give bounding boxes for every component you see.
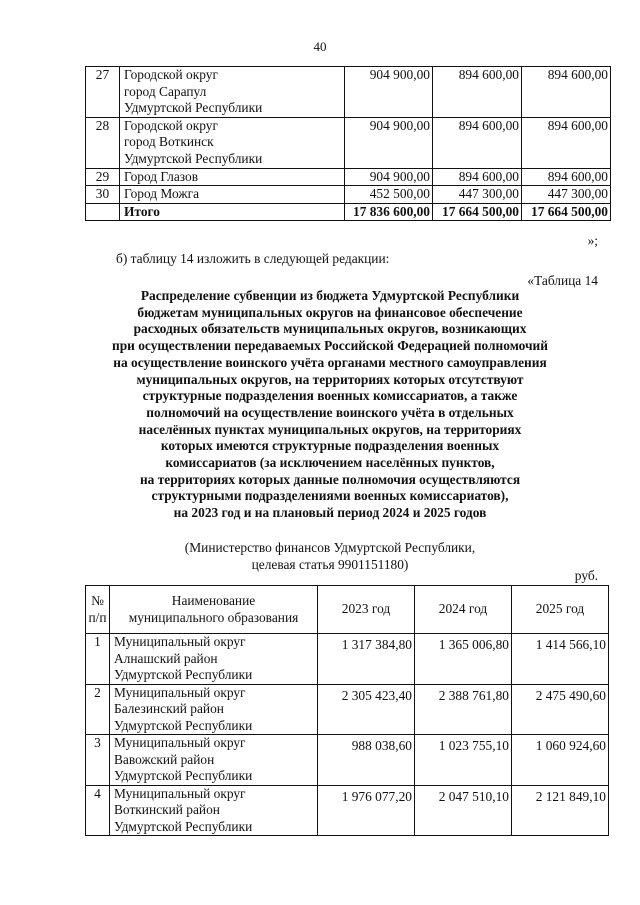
row-number: 4 (86, 785, 110, 836)
row-number: 1 (86, 634, 110, 685)
total-label: Итого (120, 203, 345, 221)
municipality-name: Муниципальный округ Воткинский район Удмуртской Республики (110, 785, 318, 836)
page-number: 40 (313, 39, 327, 54)
amount-2024: 894 600,00 (433, 117, 522, 168)
amount-2023: 452 500,00 (345, 186, 433, 204)
amount-2025: 447 300,00 (522, 186, 611, 204)
amount-2024: 1 023 755,10 (415, 735, 512, 786)
table-title: Распределение субвенции из бюджета Удмуртской Республики бюджетам муниципальных округов на финансовое обеспечение расходных обязательств муниципальных округов, возникающих при осуществлении передаваемых Российской Федерацией полномочий на осуществление воинского учёта органами местного самоуправления муниципальных округов, на территориях которых отсутствуют структурные подразделения военных комиссариатов, а также полномочий на осуществление воинского учёта в отдельных населённых пунктах муниципальных округов, на территориях которых имеются структурные подразделения военных комиссариатов (за исключением населённых пунктов, на территориях которых данные полномочия осуществляются структурными подразделениями военных комиссариатов), на 2023 год и на плановый период 2024 и 2025 годов (112, 288, 548, 521)
table-row (86, 186, 611, 204)
amount-2023: 904 900,00 (345, 168, 433, 186)
row-number: 27 (86, 67, 120, 118)
municipality-name: Муниципальный округ Алнашский район Удмуртской Республики (110, 634, 318, 685)
municipality-name: Городской округ город Воткинск Удмуртской Республики (120, 117, 345, 168)
total-2024: 17 664 500,00 (433, 203, 522, 221)
table-row (86, 785, 609, 836)
row-number: 29 (86, 168, 120, 186)
header-2023: 2023 год (318, 586, 415, 634)
table-row (86, 735, 609, 786)
municipality-name: Город Можга (120, 186, 345, 204)
header-number: № п/п (86, 586, 110, 634)
amount-2023: 2 305 423,40 (318, 684, 415, 735)
closing-quote: »; (587, 233, 598, 248)
table-row (86, 117, 611, 168)
header-municipality: Наименование муниципального образования (110, 586, 318, 634)
total-row (86, 203, 611, 221)
amount-2024: 894 600,00 (433, 168, 522, 186)
header-2025: 2025 год (512, 586, 609, 634)
row-number: 3 (86, 735, 110, 786)
header-2024: 2024 год (415, 586, 512, 634)
row-number: 2 (86, 684, 110, 735)
municipality-name: Городской округ город Сарапул Удмуртской Республики (120, 67, 345, 118)
amount-2023: 904 900,00 (345, 117, 433, 168)
row-number: 28 (86, 117, 120, 168)
amount-2024: 2 388 761,80 (415, 684, 512, 735)
table-header-row (86, 586, 609, 634)
amount-2025: 1 060 924,60 (512, 735, 609, 786)
table-row (86, 67, 611, 118)
amount-2024: 2 047 510,10 (415, 785, 512, 836)
amount-2023: 988 038,60 (318, 735, 415, 786)
amount-2024: 1 365 006,80 (415, 634, 512, 685)
total-2025: 17 664 500,00 (522, 203, 611, 221)
amount-2023: 1 317 384,80 (318, 634, 415, 685)
row-number: 30 (86, 186, 120, 204)
amount-2025: 1 414 566,10 (512, 634, 609, 685)
amount-2023: 1 976 077,20 (318, 785, 415, 836)
table-row (86, 168, 611, 186)
currency-unit: руб. (574, 568, 598, 583)
amount-2025: 894 600,00 (522, 117, 611, 168)
amount-2024: 894 600,00 (433, 67, 522, 118)
municipality-name: Муниципальный округ Балезинский район Удмуртской Республики (110, 684, 318, 735)
amount-2025: 894 600,00 (522, 168, 611, 186)
table-subtitle: (Министерство финансов Удмуртской Республики, целевая статья 9901151180) (184, 540, 476, 572)
amount-2025: 894 600,00 (522, 67, 611, 118)
amount-2025: 2 121 849,10 (512, 785, 609, 836)
subvention-table-continued (85, 66, 611, 221)
amount-2025: 2 475 490,60 (512, 684, 609, 735)
total-2023: 17 836 600,00 (345, 203, 433, 221)
table-row (86, 684, 609, 735)
municipality-name: Город Глазов (120, 168, 345, 186)
subvention-table-14 (85, 585, 609, 836)
amount-2023: 904 900,00 (345, 67, 433, 118)
municipality-name: Муниципальный округ Вавожский район Удмуртской Республики (110, 735, 318, 786)
table-label: «Таблица 14 (527, 273, 598, 288)
amount-2024: 447 300,00 (433, 186, 522, 204)
amendment-instruction: б) таблицу 14 изложить в следующей редакции: (116, 251, 390, 266)
table-row (86, 634, 609, 685)
